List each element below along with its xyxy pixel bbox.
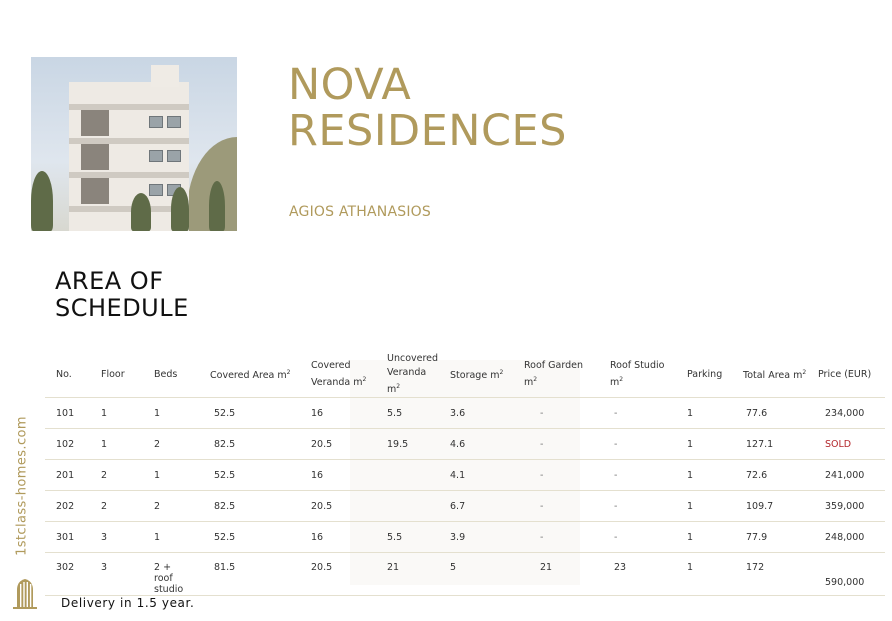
col-header-total-area: Total Area $m^2$ <box>743 369 807 381</box>
cell-no: 302 <box>45 553 90 596</box>
cell-parking: 1 <box>676 429 732 460</box>
project-title <box>288 62 567 154</box>
cell-beds: 1 <box>143 398 199 429</box>
cell-total-area: 77.6 <box>732 398 807 429</box>
cell-no: 102 <box>45 429 90 460</box>
roof-structure <box>151 65 179 87</box>
cell-no: 202 <box>45 491 90 522</box>
cell-storage: 3.9 <box>439 522 513 553</box>
cell-parking: 1 <box>676 460 732 491</box>
cell-parking: 1 <box>676 553 732 596</box>
col-header-uncovered-veranda: Uncovered Veranda $m^2$ <box>387 353 439 395</box>
cell-floor: 3 <box>90 553 143 596</box>
cell-no: 301 <box>45 522 90 553</box>
cell-covered-veranda: 20.5 <box>300 429 376 460</box>
cell-uncovered-veranda <box>376 491 439 522</box>
cell-covered-area: 52.5 <box>199 398 300 429</box>
table-row <box>45 429 885 460</box>
col-header-floor: Floor <box>101 368 125 380</box>
cell-storage: 3.6 <box>439 398 513 429</box>
cell-parking: 1 <box>676 398 732 429</box>
cell-storage: 4.6 <box>439 429 513 460</box>
cell-price: 590,000 <box>807 553 885 596</box>
cell-beds: 1 <box>143 522 199 553</box>
cell-total-area: 109.7 <box>732 491 807 522</box>
table-row <box>45 553 885 596</box>
section-title <box>55 268 189 322</box>
cell-covered-veranda: 16 <box>300 522 376 553</box>
tree <box>131 193 151 231</box>
cell-price: 359,000 <box>807 491 885 522</box>
cell-roof-studio: - <box>599 522 676 553</box>
cell-no: 101 <box>45 398 90 429</box>
col-header-roof-garden: Roof Garden $m^2$ <box>524 360 583 388</box>
col-header-no: No. <box>56 368 72 380</box>
cell-storage: 6.7 <box>439 491 513 522</box>
cell-beds: 2 <box>143 491 199 522</box>
cell-covered-area: 82.5 <box>199 491 300 522</box>
company-logo-icon <box>13 578 37 609</box>
location-subtitle: AGIOS ATHANASIOS <box>289 204 431 220</box>
table-row <box>45 398 885 429</box>
cell-roof-studio: - <box>599 491 676 522</box>
cell-price: 234,000 <box>807 398 885 429</box>
cell-storage: 5 <box>439 553 513 596</box>
tree <box>171 187 189 231</box>
title-line-2: RESIDENCES <box>288 106 567 156</box>
delivery-note: Delivery in 1.5 year. <box>61 596 195 610</box>
cell-roof-garden: - <box>513 491 599 522</box>
cell-uncovered-veranda: 19.5 <box>376 429 439 460</box>
cell-floor: 2 <box>90 460 143 491</box>
cell-price: 241,000 <box>807 460 885 491</box>
website-url-vertical[interactable]: 1stclass-homes.com <box>14 416 30 556</box>
cell-floor: 1 <box>90 398 143 429</box>
cell-covered-area: 52.5 <box>199 460 300 491</box>
cell-parking: 1 <box>676 491 732 522</box>
table-row <box>45 491 885 522</box>
cell-total-area: 77.9 <box>732 522 807 553</box>
cell-total-area: 172 <box>732 553 807 596</box>
cell-covered-veranda: 16 <box>300 398 376 429</box>
cell-storage: 4.1 <box>439 460 513 491</box>
cell-covered-veranda: 20.5 <box>300 491 376 522</box>
col-header-covered-area: Covered Area $m^2$ <box>210 369 291 381</box>
cell-floor: 2 <box>90 491 143 522</box>
cell-roof-garden: - <box>513 460 599 491</box>
building-rendering-image <box>31 57 237 231</box>
cell-price-sold-badge: SOLD <box>807 429 885 460</box>
col-header-storage: Storage $m^2$ <box>450 369 504 381</box>
section-title-line-1: AREA OF <box>55 267 164 295</box>
cell-roof-studio: - <box>599 460 676 491</box>
cell-price: 248,000 <box>807 522 885 553</box>
cell-roof-garden: - <box>513 522 599 553</box>
cell-roof-studio: - <box>599 398 676 429</box>
cell-uncovered-veranda: 5.5 <box>376 398 439 429</box>
cell-uncovered-veranda: 21 <box>376 553 439 596</box>
cell-total-area: 127.1 <box>732 429 807 460</box>
cell-beds: 2 + roof studio <box>143 553 199 596</box>
table-row <box>45 522 885 553</box>
col-header-covered-veranda: Covered Veranda $m^2$ <box>311 360 367 388</box>
cell-covered-area: 82.5 <box>199 429 300 460</box>
cell-beds: 2 <box>143 429 199 460</box>
cell-roof-garden: - <box>513 429 599 460</box>
cell-uncovered-veranda <box>376 460 439 491</box>
cell-roof-studio: - <box>599 429 676 460</box>
area-schedule-table <box>45 352 885 596</box>
cell-uncovered-veranda: 5.5 <box>376 522 439 553</box>
cell-roof-studio: 23 <box>599 553 676 596</box>
section-title-line-2: SCHEDULE <box>55 294 189 322</box>
cell-roof-garden: 21 <box>513 553 599 596</box>
cell-parking: 1 <box>676 522 732 553</box>
tree <box>31 171 53 231</box>
col-header-roof-studio: Roof Studio $m^2$ <box>610 360 665 388</box>
table-row <box>45 460 885 491</box>
col-header-price: Price (EUR) <box>818 368 872 380</box>
cell-floor: 3 <box>90 522 143 553</box>
tree <box>209 181 225 231</box>
title-line-1: NOVA <box>288 60 412 110</box>
col-header-beds: Beds <box>154 368 178 380</box>
cell-no: 201 <box>45 460 90 491</box>
cell-covered-area: 81.5 <box>199 553 300 596</box>
col-header-parking: Parking <box>687 368 723 380</box>
cell-covered-veranda: 16 <box>300 460 376 491</box>
cell-covered-veranda: 20.5 <box>300 553 376 596</box>
cell-covered-area: 52.5 <box>199 522 300 553</box>
cell-roof-garden: - <box>513 398 599 429</box>
table-header-row <box>45 352 885 398</box>
cell-beds: 1 <box>143 460 199 491</box>
cell-total-area: 72.6 <box>732 460 807 491</box>
cell-floor: 1 <box>90 429 143 460</box>
